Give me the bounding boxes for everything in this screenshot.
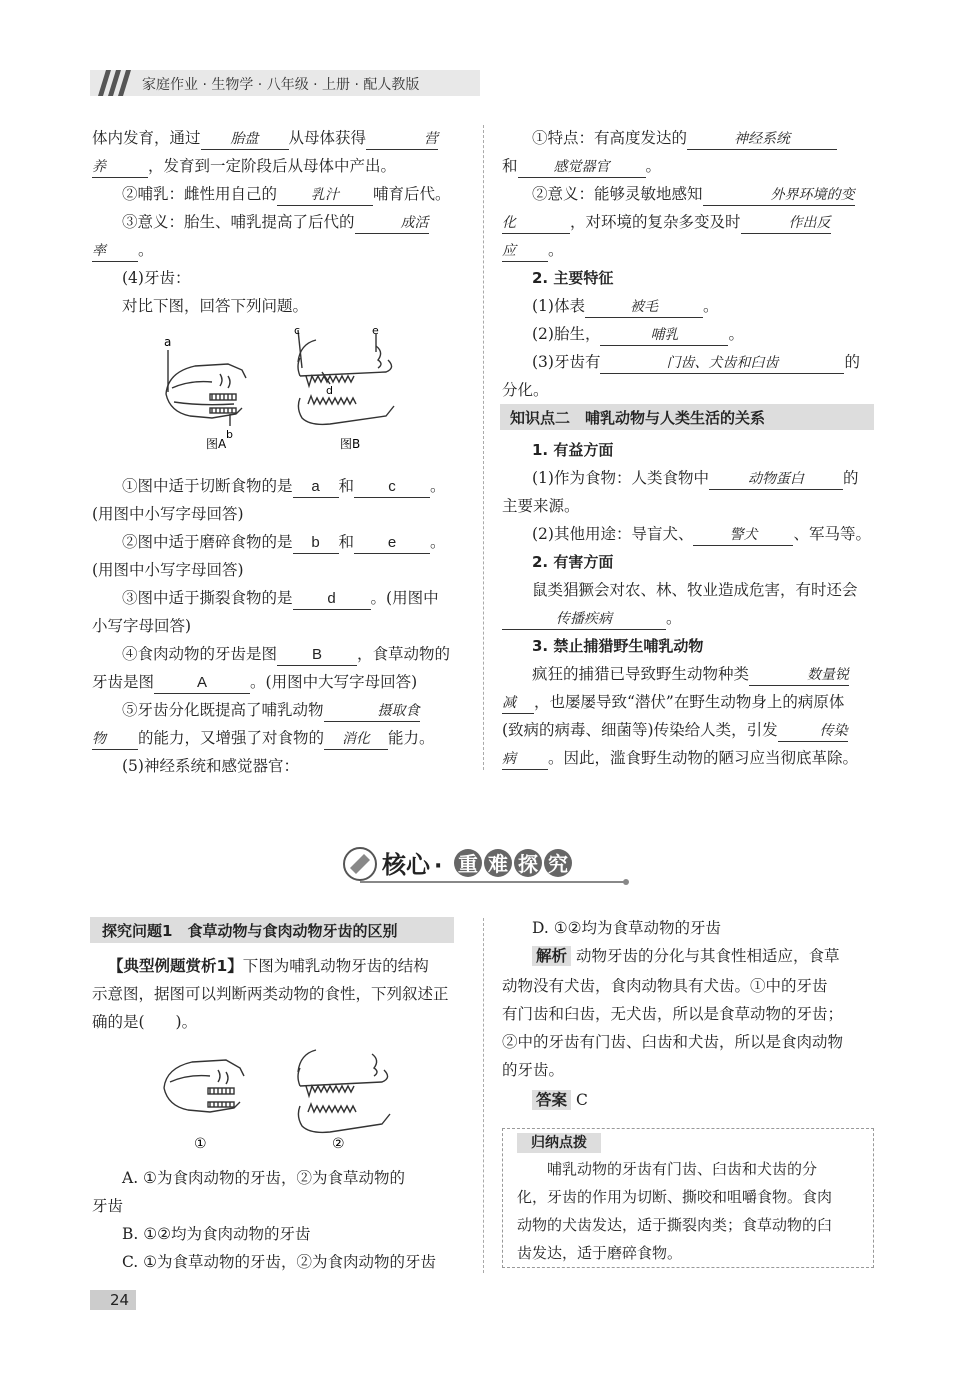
answer-blank: e [354, 533, 430, 554]
answer-blank: 哺乳 [600, 325, 728, 346]
text-line: 确的是( )。 [92, 1013, 198, 1031]
slash-decoration-icon [92, 70, 132, 96]
answer-blank: 营 [366, 129, 438, 150]
text-line: 牙齿是图 A 。(用图中大写字母回答) [92, 672, 417, 694]
summary-line: 哺乳动物的牙齿有门齿、臼齿和犬齿的分 [547, 1160, 818, 1178]
text-line: 疯狂的捕猎已导致野生动物种类 数量锐 [532, 664, 849, 686]
text-line: (2)其他用途：导盲犬、 警犬 、军马等。 [532, 524, 871, 546]
text-line: 的牙齿。 [502, 1061, 565, 1079]
banner-dot: · [434, 854, 443, 879]
text-line: ①特点：有高度发达的 神经系统 [532, 128, 837, 150]
label-e: e [372, 324, 379, 337]
question-4: ④食肉动物的牙齿是图 B ，食草动物的 [122, 644, 450, 666]
diagram-label-2: ② [332, 1136, 345, 1152]
text-line: 养 ，发育到一定阶段后从母体中产出。 [92, 156, 396, 178]
summary-line: 化，牙齿的作用为切断、撕咬和咀嚼食物。食肉 [517, 1188, 833, 1206]
subheading: 2. 有害方面 [532, 553, 614, 571]
text-line: 化 ，对环境的复杂多变及时 作出反 [502, 212, 831, 234]
text-line: ②中的牙齿有门齿、臼齿和犬齿，所以是食肉动物 [502, 1033, 844, 1051]
option-c: C. ①为食草动物的牙齿，②为食肉动物的牙齿 [122, 1253, 437, 1271]
answer-blank: 数量锐 [749, 665, 849, 686]
answer-blank: 门齿、犬齿和臼齿 [600, 353, 844, 374]
answer-blank: 感觉器官 [518, 157, 646, 178]
answer-blank: 病 [502, 749, 548, 770]
answer-blank: B [277, 645, 357, 666]
answer-blank: 乳汁 [277, 185, 373, 206]
text-line: (3)牙齿有 门齿、犬齿和臼齿 的 [532, 352, 860, 374]
text-line: 【典型例题赏析1】下图为哺乳动物牙齿的结构 [108, 957, 429, 975]
answer-blank: 减 [502, 693, 534, 714]
answer-blank: 动物蛋白 [709, 469, 843, 490]
subheading: 3. 禁止捕猎野生哺乳动物 [532, 637, 704, 655]
answer-blank: d [293, 589, 371, 610]
text-line: (5)神经系统和感觉器官： [122, 757, 299, 775]
question-2: ②图中适于磨碎食物的是 b 和 e 。 [122, 532, 446, 554]
summary-line: 动物的犬齿发达，适于撕裂肉类；食草动物的臼 [517, 1216, 833, 1234]
banner-char: 究 [548, 852, 568, 876]
text-line: 物 的能力，又增强了对食物的 消化 能力。 [92, 728, 435, 750]
text-line: 和 感觉器官 。 [502, 156, 661, 178]
analysis-tag: 解析 [532, 946, 571, 966]
text-line: 鼠类猖獗会对农、林、牧业造成危害，有时还会 [532, 581, 858, 599]
answer-line: 答案 C [532, 1090, 588, 1110]
text-line: 小写字母回答) [92, 617, 192, 635]
banner-text-a: 核心 [382, 851, 430, 879]
answer-blank: a [293, 477, 339, 498]
question-1: ①图中适于切断食物的是 a 和 c 。 [122, 476, 446, 498]
analysis-line: 解析 动物牙齿的分化与其食性相适应，食草 [532, 946, 839, 966]
answer-blank: 被毛 [585, 297, 703, 318]
answer-blank: b [293, 533, 339, 554]
answer-blank: 传染 [778, 721, 848, 742]
answer-blank: 化 [502, 213, 570, 234]
column-divider [483, 125, 484, 770]
text-line: (2)胎生， 哺乳 。 [532, 324, 744, 346]
text-line: 对比下图，回答下列问题。 [122, 297, 309, 315]
caption-b: 图B [340, 437, 361, 450]
text-line: ②哺乳：雌性用自己的 乳汁 哺育后代。 [122, 184, 451, 206]
knowledge-point-title: 知识点二 哺乳动物与人类生活的关系 [510, 409, 766, 427]
text-line: 体内发育，通过 胎盘 从母体获得 营 [92, 128, 438, 150]
answer-tag: 答案 [532, 1090, 571, 1110]
subheading: 2. 主要特征 [532, 269, 614, 287]
text-line: (用图中小写字母回答) [92, 561, 244, 579]
answer-blank: 物 [92, 729, 138, 750]
option-a: A. ①为食肉动物的牙齿，②为食草动物的 [122, 1169, 405, 1187]
text-line: (致病的病毒、细菌等)传染给人类，引发 传染 [502, 720, 848, 742]
answer-blank: 养 [92, 157, 148, 178]
inquiry-title: 探究问题1 食草动物与食肉动物牙齿的区别 [102, 922, 398, 940]
text-line: 示意图，据图可以判断两类动物的食性，下列叙述正 [92, 985, 449, 1003]
label-c: c [294, 324, 301, 337]
text-line: 动物没有犬齿，食肉动物具有犬齿。①中的牙齿 [502, 977, 828, 995]
text-line: 应 。 [502, 240, 564, 262]
text-line: ③意义：胎生、哺乳提高了后代的 成活 [122, 212, 429, 234]
subheading: 1. 有益方面 [532, 441, 614, 459]
section-banner [340, 840, 630, 886]
summary-line: 齿发达，适于磨碎食物。 [517, 1244, 683, 1262]
answer-blank: 摄取食 [324, 701, 420, 722]
answer-blank: c [354, 477, 430, 498]
option-b: B. ①②均为食肉动物的牙齿 [122, 1225, 311, 1243]
teeth-diagram-example [160, 1046, 400, 1156]
option-d: D. ①②均为食草动物的牙齿 [532, 919, 722, 937]
question-3: ③图中适于撕裂食物的是 d 。(用图中 [122, 588, 439, 610]
option-a-cont: 牙齿 [92, 1197, 124, 1215]
answer-blank: 胎盘 [201, 129, 289, 150]
text-line: 有门齿和臼齿，无犬齿，所以是食草动物的牙齿； [502, 1005, 844, 1023]
answer-blank: 传播疾病 [502, 609, 666, 630]
answer-blank: 作出反 [741, 213, 831, 234]
text-line: 病 。因此，滥食野生动物的陋习应当彻底革除。 [502, 748, 858, 770]
label-d: d [326, 384, 333, 397]
answer-blank: A [154, 673, 250, 694]
answer-blank: 神经系统 [687, 129, 837, 150]
text-line: ②意义：能够灵敏地感知 外界环境的变 [532, 184, 855, 206]
text-line: (1)作为食物：人类食物中 动物蛋白 的 [532, 468, 858, 490]
text-line: (用图中小写字母回答) [92, 505, 244, 523]
text-line: (1)体表 被毛 。 [532, 296, 718, 318]
question-5: ⑤牙齿分化既提高了哺乳动物 摄取食 [122, 700, 420, 722]
diagram-label-1: ① [194, 1136, 207, 1152]
text-line: 传播疾病 。 [502, 608, 682, 630]
caption-a: 图A [206, 437, 227, 450]
answer-blank: 应 [502, 241, 548, 262]
banner-char: 探 [518, 852, 538, 876]
banner-char: 难 [488, 852, 508, 876]
answer-blank: 消化 [324, 729, 388, 750]
text-line: 减 ，也屡屡导致“潜伏”在野生动物身上的病原体 [502, 692, 844, 714]
column-divider-lower [483, 918, 484, 1273]
page-number-box [90, 1290, 136, 1310]
text-line: 率 。 [92, 240, 154, 262]
answer-blank: 率 [92, 241, 138, 262]
summary-title: 归纳点拨 [517, 1133, 601, 1153]
running-header [90, 70, 480, 96]
answer-blank: 外界环境的变 [703, 185, 855, 206]
knowledge-point-bar [500, 404, 874, 430]
page-number: 24 [110, 1291, 130, 1309]
header-title: 家庭作业 · 生物学 · 八年级 · 上册 · 配人教版 [142, 77, 420, 93]
answer-blank: 警犬 [693, 525, 793, 546]
text-line: (4)牙齿： [122, 269, 191, 287]
inquiry-bar [90, 917, 454, 943]
summary-box [502, 1128, 874, 1268]
text-line: 分化。 [502, 381, 549, 399]
text-line: 主要来源。 [502, 497, 580, 515]
label-a: a [164, 335, 172, 349]
teeth-diagram-ab [150, 322, 410, 450]
banner-char: 重 [458, 852, 478, 876]
label-b: b [226, 428, 233, 441]
answer-blank: 成活 [355, 213, 429, 234]
